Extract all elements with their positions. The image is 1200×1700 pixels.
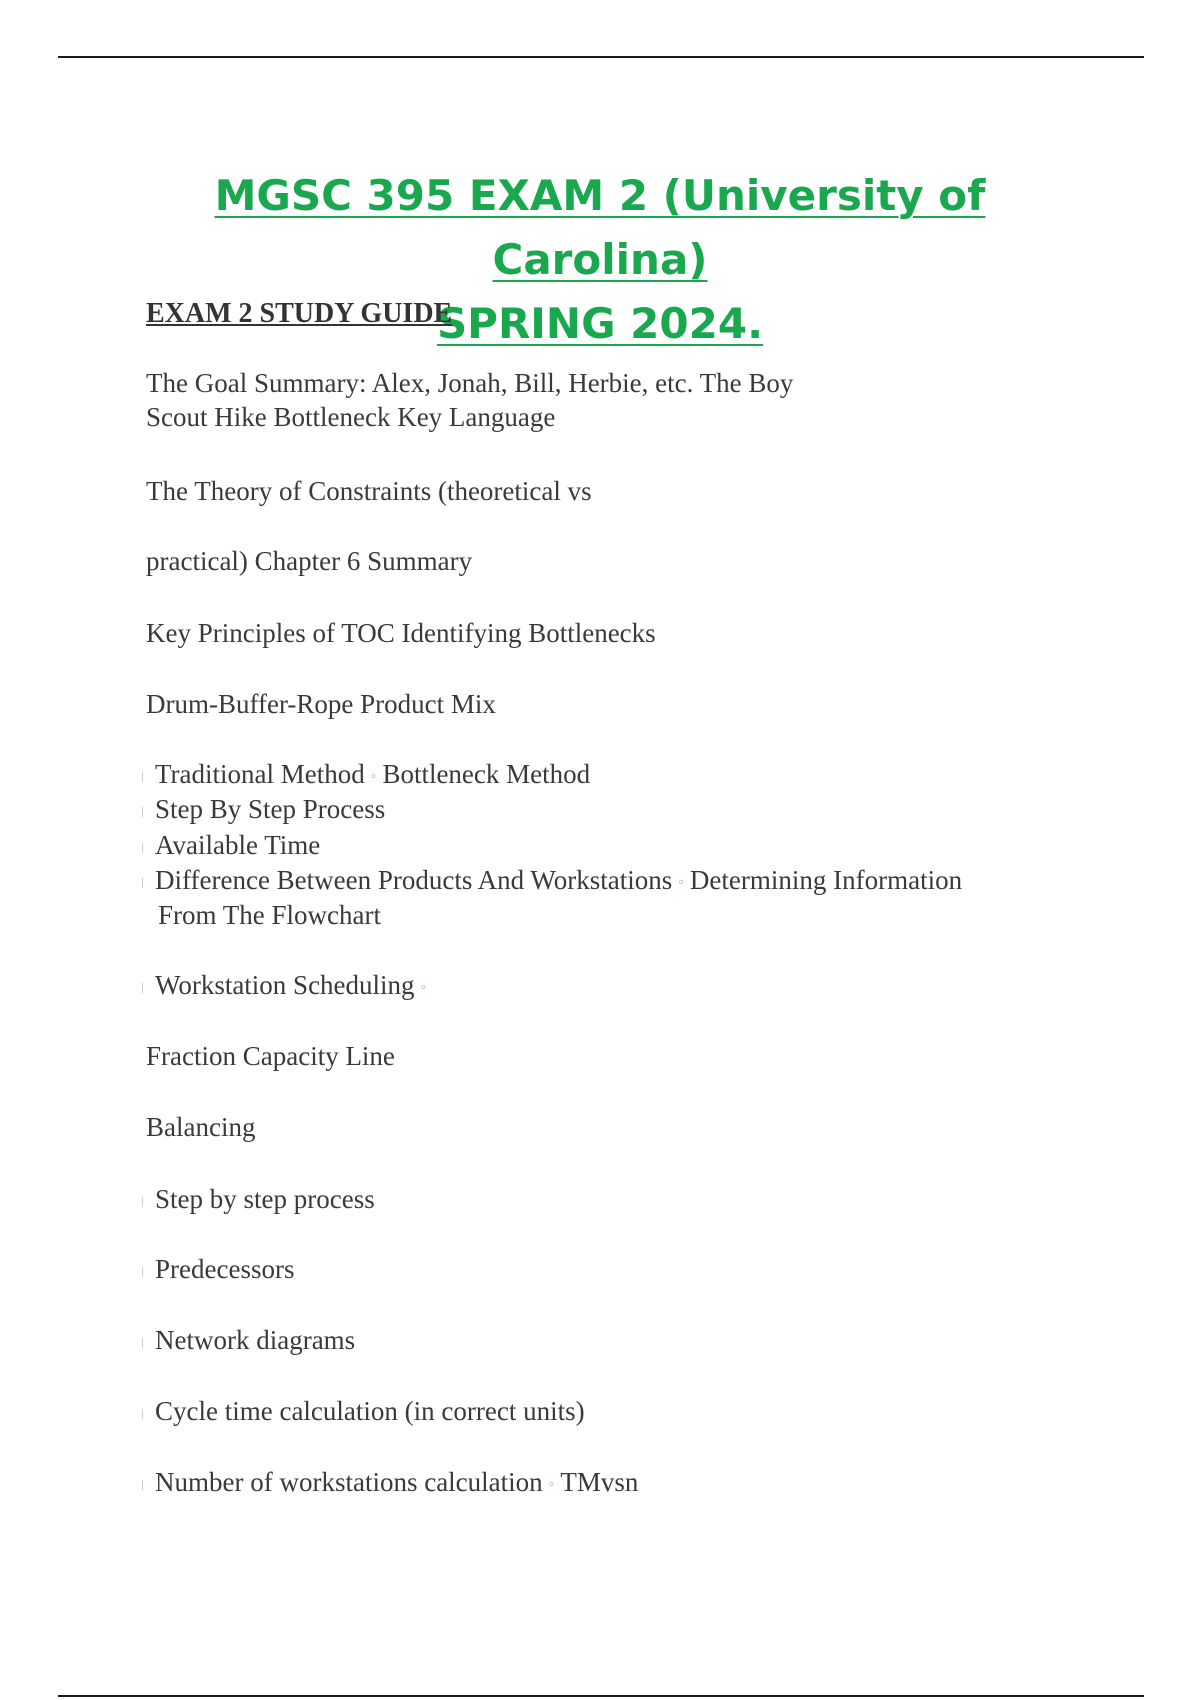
title-line-1: MGSC 395 EXAM 2 (University of Carolina) [214,171,986,284]
list-item: Cycle time calculation (in correct units) [142,1394,585,1428]
goal-summary-line-2: Scout Hike Bottleneck Key Language [146,402,556,432]
list-item: Available Time [142,828,320,862]
sub-bullet-icon: ◦ [370,767,377,785]
bullet-marker [142,807,147,817]
list-item: Difference Between Products And Workstations ◦ Determining Information [142,863,962,900]
top-rule [58,56,1144,58]
bullet-marker [142,772,147,782]
bullet-marker [142,1267,147,1277]
bottom-rule [58,1695,1144,1697]
sub-bullet-icon: ◦ [420,978,427,996]
sub-bullet-icon: ◦ [678,873,684,891]
bullet-marker [142,1338,147,1348]
title-line-2: SPRING 2024. [436,299,764,348]
chapter-summary-line: practical) Chapter 6 Summary [146,546,473,576]
study-guide-heading: EXAM 2 STUDY GUIDE [146,298,453,329]
list-item: Step By Step Process [142,792,385,826]
bullet-marker [142,1197,147,1207]
goal-summary-line-1: The Goal Summary: Alex, Jonah, Bill, Herbie, etc. The Boy [146,368,794,398]
balancing-line: Balancing [146,1112,256,1142]
list-item: Network diagrams [142,1323,355,1357]
list-item: Predecessors [142,1252,294,1286]
bullet-marker [142,1409,147,1419]
list-item-continuation: From The Flowchart [158,900,381,930]
toc-line: The Theory of Constraints (theoretical vs [146,476,592,506]
list-item: Traditional Method ◦ Bottleneck Method [142,757,590,794]
list-item: Number of workstations calculation ◦ TMvsn [142,1465,638,1502]
sub-bullet-icon: ◦ [548,1475,555,1493]
bullet-marker [142,878,147,888]
drum-buffer-rope-line: Drum-Buffer-Rope Product Mix [146,689,496,719]
key-principles-line: Key Principles of TOC Identifying Bottlenecks [146,618,656,648]
bullet-marker [142,843,147,853]
bullet-marker [142,1480,147,1490]
list-item: Workstation Scheduling ◦ [142,968,432,1005]
list-item: Step by step process [142,1182,375,1216]
bullet-marker [142,983,147,993]
fraction-capacity-line: Fraction Capacity Line [146,1041,395,1071]
